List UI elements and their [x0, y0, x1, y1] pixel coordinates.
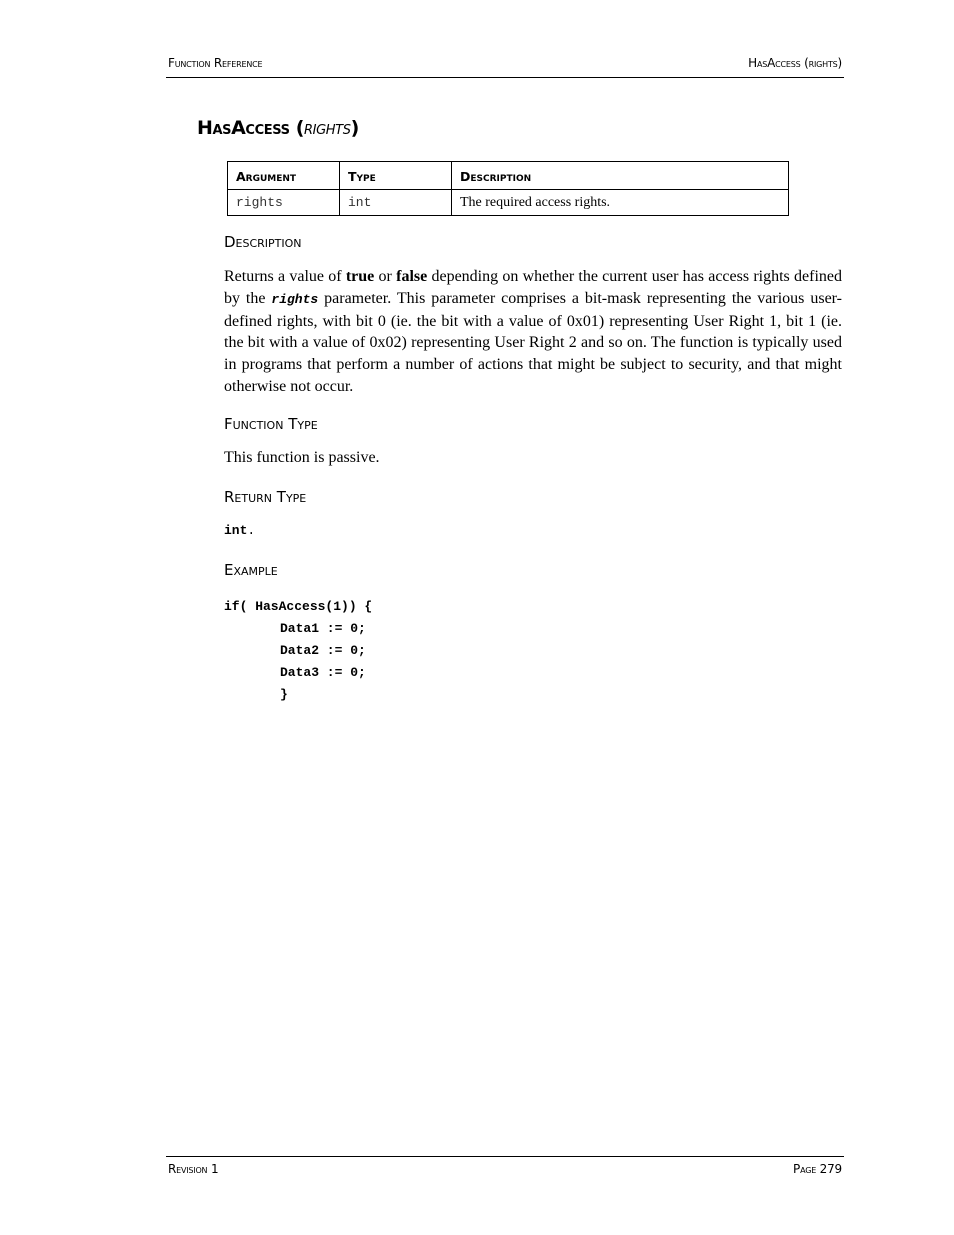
keyword-false: false	[396, 268, 428, 285]
section-heading-example: Example	[224, 561, 278, 579]
table-row	[228, 190, 789, 216]
type-cell: int	[340, 190, 452, 216]
running-header-left: Function Reference	[168, 56, 263, 70]
arguments-table	[227, 161, 789, 216]
desc-text-4: parameter. This parameter comprises a bit-mask representing the various user-defined rights, with bit 0 (ie. the bit with a value of 0x01) representing User Right 1, bit 1 (ie. the bit with a value of 0x02) representing User Right 2 and so on. The function is typically used in programs that perform a number of actions that might be subject to security, and that might otherwise not occur.	[224, 289, 843, 395]
function-type-text: This function is passive.	[224, 449, 380, 466]
code-line: Data2 := 0;	[280, 643, 366, 658]
desc-text-1: Returns a value of	[224, 268, 346, 285]
desc-text-3: depending on whether the current user has access rights defined by the	[224, 268, 842, 307]
title-open-paren: (	[289, 117, 305, 139]
code-line: Data3 := 0;	[280, 665, 366, 680]
code-line: }	[280, 687, 288, 702]
page-title	[197, 117, 359, 139]
function-name: HasAccess	[197, 117, 290, 139]
page-number: Page 279	[793, 1162, 842, 1176]
running-header-right: HasAccess (rights)	[748, 56, 842, 70]
column-header-description: Description	[452, 162, 789, 190]
section-heading-function-type: Function Type	[224, 415, 318, 433]
footer-rule	[166, 1156, 844, 1157]
desc-text-2: or	[374, 268, 397, 285]
example-code-block	[224, 596, 372, 706]
keyword-true: true	[345, 268, 375, 285]
header-rule	[166, 77, 844, 78]
title-parameter: rights	[304, 117, 351, 139]
title-close-paren: )	[350, 117, 359, 139]
description-cell: The required access rights.	[452, 190, 789, 216]
code-line: if( HasAccess(1)) {	[224, 599, 373, 614]
table-header-row	[228, 162, 789, 190]
parameter-reference: rights	[271, 291, 319, 307]
argument-cell: rights	[228, 190, 340, 216]
column-header-argument: Argument	[228, 162, 340, 190]
return-type-suffix: .	[247, 523, 256, 538]
return-type-value	[224, 523, 255, 538]
description-paragraph	[224, 266, 842, 398]
return-type-keyword: int	[224, 523, 248, 538]
running-footer-left: Revision 1	[168, 1162, 219, 1176]
column-header-type: Type	[340, 162, 452, 190]
section-heading-description: Description	[224, 233, 302, 251]
section-heading-return-type: Return Type	[224, 488, 307, 506]
code-line: Data1 := 0;	[280, 621, 366, 636]
